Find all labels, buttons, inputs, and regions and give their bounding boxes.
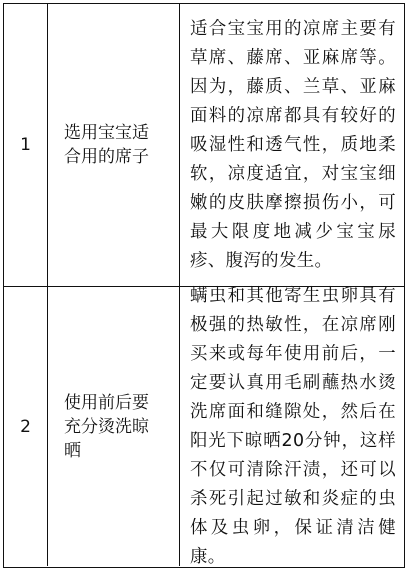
row-description: 螨虫和其他寄生虫卵具有极强的热敏性，在凉席刚买来或每年使用前后，一定要认真用毛刷蘸热水烫洗席面和缝隙处，然后在阳光下晾晒20分钟，这样不仅可清除汗渍，还可以杀死引起过敏和炎症的虫体及虫卵，保证清洁健康。 — [190, 285, 396, 567]
row-title-cell — [48, 4, 180, 286]
row-title: 使用前后要充分烫洗晾晒 — [64, 392, 149, 461]
row-number: 1 — [4, 4, 48, 286]
table-row — [4, 287, 404, 566]
row-description: 适合宝宝用的凉席主要有草席、藤席、亚麻席等。因为，藤质、兰草、亚麻面料的凉席都具有较好的吸湿性和透气性，质地柔软，凉度适宜，对宝宝细嫩的皮肤摩擦损伤小，可最大限度地减少宝宝尿疹、腹泻的发生。 — [190, 18, 396, 271]
row-description-cell — [180, 4, 404, 286]
row-number: 2 — [4, 287, 48, 566]
row-description-cell — [180, 287, 404, 566]
row-title: 选用宝宝适合用的席子 — [64, 123, 149, 167]
row-title-cell — [48, 287, 180, 566]
table-row — [4, 4, 404, 287]
tips-table — [3, 3, 405, 568]
